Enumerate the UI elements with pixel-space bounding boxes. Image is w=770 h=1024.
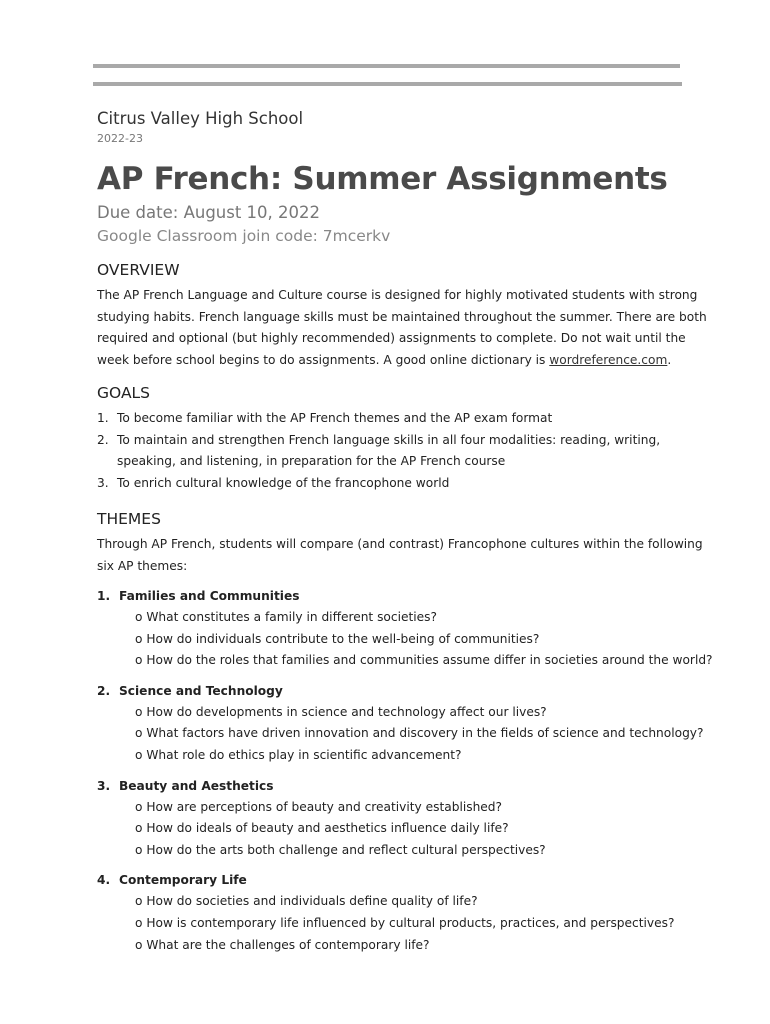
classroom-code: Google Classroom join code: 7mcerkv [97,227,391,245]
theme-contemporary [97,870,707,956]
theme-question: o How do developments in science and technology affect our lives? [135,704,547,719]
top-divider [93,64,680,68]
theme-question: o What are the challenges of contemporary life? [135,937,430,952]
theme-title-text: Contemporary Life [119,873,247,888]
overview-heading: OVERVIEW [97,261,180,279]
theme-title [97,681,707,702]
goal-text: To enrich cultural knowledge of the francophone world [117,475,450,490]
theme-families [97,586,713,672]
theme-question: o How do individuals contribute to the well-being of communities? [135,631,540,646]
theme-title [97,776,707,797]
theme-question: o What factors have driven innovation and discovery in the fields of science and technology? [135,726,704,741]
themes-intro: Through AP French, students will compare (and contrast) Francophone cultures within the following six AP themes: [97,537,703,573]
overview-section [97,260,707,371]
goal-item [97,408,707,430]
goal-text: To maintain and strengthen French language skills in all four modalities: reading, writing, speaking, and listening, in preparation for the AP French course [117,432,661,468]
theme-question: o What constitutes a family in different societies? [135,610,437,624]
theme-title-text: Families and Communities [119,589,300,603]
theme-number: 1. [97,589,111,603]
theme-beauty [97,776,707,862]
theme-number: 3. [97,778,111,793]
goal-text: To become familiar with the AP French themes and the AP exam format [117,411,553,425]
theme-number: 2. [97,683,111,698]
goals-heading: GOALS [97,384,151,402]
theme-title [97,870,707,891]
theme-science [97,681,707,767]
theme-questions [97,607,713,672]
school-name: Citrus Valley High School [97,109,304,128]
goal-number: 3. [97,475,109,490]
dictionary-link[interactable]: wordreference.com [549,352,668,367]
theme-title-text: Science and Technology [119,683,283,698]
goal-item [97,430,707,473]
theme-question: o How do ideals of beauty and aesthetics influence daily life? [135,821,509,836]
goals-list [97,408,707,494]
theme-number: 4. [97,873,111,888]
theme-title-text: Beauty and Aesthetics [119,778,274,793]
goal-number: 2. [97,432,109,447]
second-divider [93,82,682,86]
theme-questions [97,797,707,862]
goal-item [97,473,707,495]
due-date: Due date: August 10, 2022 [97,203,321,222]
themes-heading: THEMES [97,510,161,528]
theme-title [97,586,707,607]
theme-question: o How do the roles that families and communities assume differ in societies around the world? [135,653,713,668]
school-year: 2022-23 [97,132,143,145]
overview-period: . [667,352,672,367]
page-title: AP French: Summer Assignments [97,161,668,197]
overview-text [97,285,707,371]
theme-question: o What role do ethics play in scientific advancement? [135,747,462,762]
theme-question: o How do societies and individuals define quality of life? [135,894,478,909]
theme-question: o How are perceptions of beauty and creativity established? [135,799,502,814]
overview-body: The AP French Language and Culture course is designed for highly motivated students with strong studying habits. French language skills must be maintained throughout the summer. There are both required and optional (but highly recommended) assignments to complete. Do not wait until the week before school begins to do assignments. A good online dictionary is [97,288,707,367]
theme-question: o How do the arts both challenge and reflect cultural perspectives? [135,842,546,857]
theme-questions [97,891,707,956]
document-page [97,108,713,956]
theme-questions [97,702,707,767]
themes-section [97,509,713,956]
goal-number: 1. [97,411,109,425]
theme-question: o How is contemporary life influenced by cultural products, practices, and perspectives? [135,915,675,930]
goals-section [97,383,707,494]
